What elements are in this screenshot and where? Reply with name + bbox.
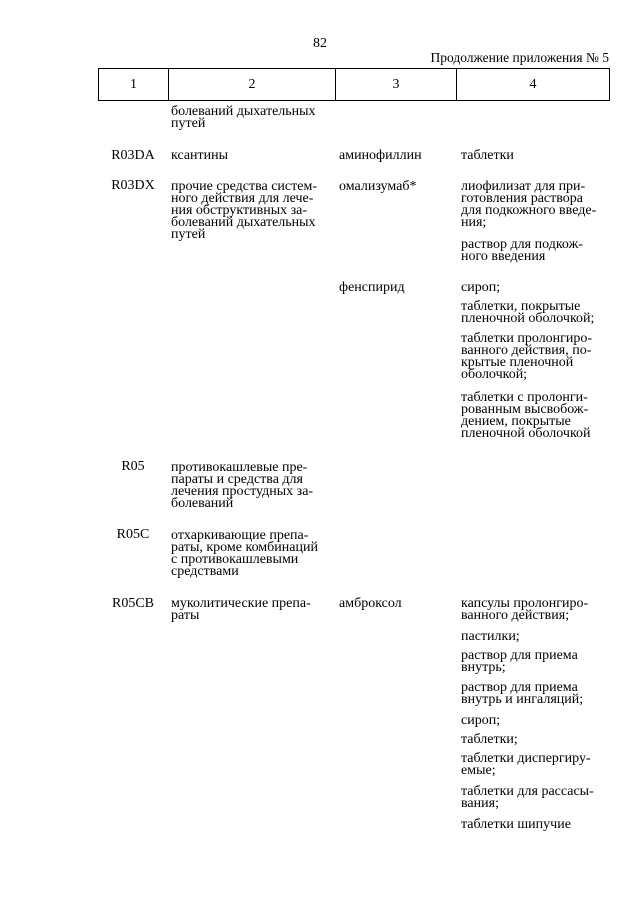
dosage-form: капсулы пролонгиро- ванного действия;: [461, 596, 589, 623]
continuation-label: Продолжение приложения № 5: [430, 50, 609, 65]
dosage-form: раствор для приема внутрь и ингаляций;: [461, 680, 584, 707]
header-col-2: 2: [169, 69, 336, 100]
dosage-form: лиофилизат для при- готовления раствора для подкожного введе- ния;: [461, 179, 597, 230]
atc-code: R05: [121, 459, 145, 474]
atc-code: R05C: [116, 527, 150, 542]
dosage-form: сироп;: [461, 280, 501, 295]
header-col-4: 4: [529, 77, 537, 92]
dosage-form: таблетки, покрытые пленочной оболочкой;: [461, 299, 595, 326]
table-header: [98, 68, 610, 101]
substance-name: амброксол: [339, 596, 402, 611]
header-col-3: 3: [336, 69, 457, 100]
dosage-form: раствор для подкож- ного введения: [461, 237, 583, 264]
atc-code: R03DX: [111, 178, 155, 193]
dosage-form: таблетки: [461, 148, 514, 163]
page-number: 82: [313, 36, 327, 51]
substance-name: омализумаб*: [339, 179, 417, 194]
group-name: прочие средства систем- ного действия для лече- ния обструктивных за- болеваний дыхательных путей: [171, 179, 317, 242]
dosage-form: пастилки;: [461, 629, 520, 644]
group-name: ксантины: [171, 148, 229, 163]
group-name: муколитические препа- раты: [171, 596, 311, 623]
substance-name: аминофиллин: [339, 148, 422, 163]
dosage-form: раствор для приема внутрь;: [461, 648, 578, 675]
dosage-form: таблетки с пролонги- рованным высвобож- дением, покрытые пленочной оболочкой: [461, 390, 591, 441]
dosage-form: таблетки шипучие: [461, 817, 571, 832]
group-name: отхаркивающие препа- раты, кроме комбинаций с противокашлевыми средствами: [171, 528, 318, 579]
substance-name: фенспирид: [339, 280, 405, 295]
atc-code: R05CB: [111, 596, 154, 611]
header-col-1: 1: [99, 69, 169, 100]
dosage-form: таблетки для рассасы- вания;: [461, 784, 594, 811]
dosage-form: таблетки диспергиру- емые;: [461, 751, 591, 778]
group-name: противокашлевые пре- параты и средства для лечения простудных за- болеваний: [171, 460, 314, 511]
dosage-form: таблетки пролонгиро- ванного действия, по- крытые пленочной оболочкой;: [461, 331, 593, 382]
dosage-form: таблетки;: [461, 732, 518, 747]
dosage-form: сироп;: [461, 713, 501, 728]
group-name: болеваний дыхательных путей: [171, 104, 316, 131]
atc-code: R03DA: [111, 148, 155, 163]
